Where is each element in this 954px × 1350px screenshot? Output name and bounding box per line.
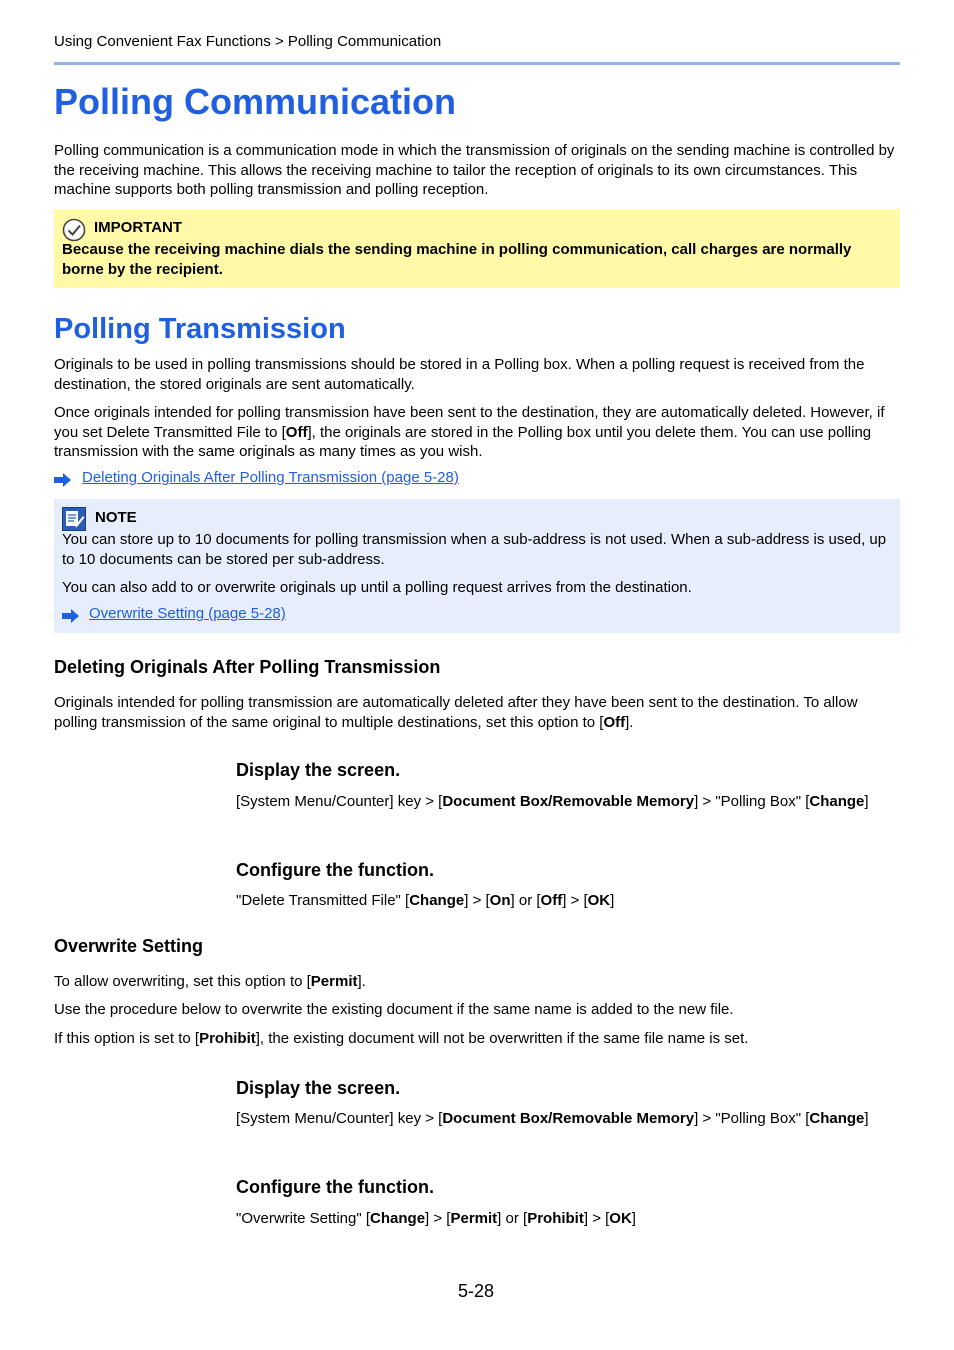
note-text2: You can also add to or overwrite originals up until a polling request arrives from the destination. (62, 579, 692, 596)
polling-transmission-para1: Originals to be used in polling transmissions should be stored in a Polling box. When a polling request is received from the destination, the stored originals are sent automatically. (54, 356, 865, 393)
note-icon (62, 507, 86, 531)
link-deleting-originals[interactable]: Deleting Originals After Polling Transmission (page 5-28) (82, 469, 459, 486)
important-label: IMPORTANT (94, 219, 183, 236)
intro-text: Polling communication is a communication mode in which the transmission of originals on the sending machine is controlled by the receiving machine. This allows the receiving machine to tailor the reception of originals to its own circumstances. This machine supports both polling transmission and polling reception. (54, 142, 895, 198)
polling-transmission-para2: Once originals intended for polling transmission have been sent to the destination, they are automatically deleted. However, if you set Delete Transmitted File to [Off], the originals are stored in the Polling box until you delete them. You can use polling transmission with the same originals as many times as you wish. (54, 404, 885, 460)
overwrite-p1: To allow overwriting, set this option to [Permit]. (54, 973, 366, 990)
step-text: "Overwrite Setting" [Change] > [Permit] or [Prohibit] > [OK] (236, 1210, 636, 1227)
important-text: Because the receiving machine dials the sending machine in polling communication, call charges are normally borne by the recipient. (62, 241, 852, 278)
section-title-polling-transmission: Polling Transmission (54, 313, 346, 345)
overwrite-p2: Use the procedure below to overwrite the existing document if the same name is added to the new file. (54, 1001, 734, 1018)
arrow-right-icon (62, 609, 80, 623)
note-text1: You can store up to 10 documents for polling transmission when a sub-address is not used. When a sub-address is used, up to 10 documents can be stored per sub-address. (62, 531, 887, 568)
step-title: Configure the function. (236, 1177, 434, 1197)
check-circle-icon (62, 218, 86, 242)
header-rule (54, 62, 900, 65)
step-text: [System Menu/Counter] key > [Document Box/Removable Memory] > "Polling Box" [Change] (236, 793, 869, 810)
overwrite-p3: If this option is set to [Prohibit], the existing document will not be overwritten if the same file name is set. (54, 1030, 749, 1047)
deleting-text: Originals intended for polling transmission are automatically deleted after they have been sent to the destination. To allow polling transmission of the same original to multiple destinations, set this option to [Off]. (54, 694, 858, 731)
subsection-title-overwrite: Overwrite Setting (54, 936, 204, 956)
note-box (54, 499, 900, 633)
step-text: [System Menu/Counter] key > [Document Box/Removable Memory] > "Polling Box" [Change] (236, 1110, 869, 1127)
step-title: Display the screen. (236, 760, 401, 780)
subsection-title-deleting: Deleting Originals After Polling Transmission (54, 657, 441, 677)
page-number: 5-28 (458, 1281, 495, 1301)
step-title: Display the screen. (236, 1078, 401, 1098)
note-label: NOTE (95, 509, 137, 526)
arrow-right-icon (54, 473, 72, 487)
link-overwrite-setting[interactable]: Overwrite Setting (page 5-28) (89, 605, 286, 622)
important-box (54, 209, 900, 288)
page-title: Polling Communication (54, 81, 456, 122)
step-text: "Delete Transmitted File" [Change] > [On] or [Off] > [OK] (236, 892, 615, 909)
step-title: Configure the function. (236, 860, 434, 880)
breadcrumb: Using Convenient Fax Functions > Polling Communication (54, 33, 442, 50)
